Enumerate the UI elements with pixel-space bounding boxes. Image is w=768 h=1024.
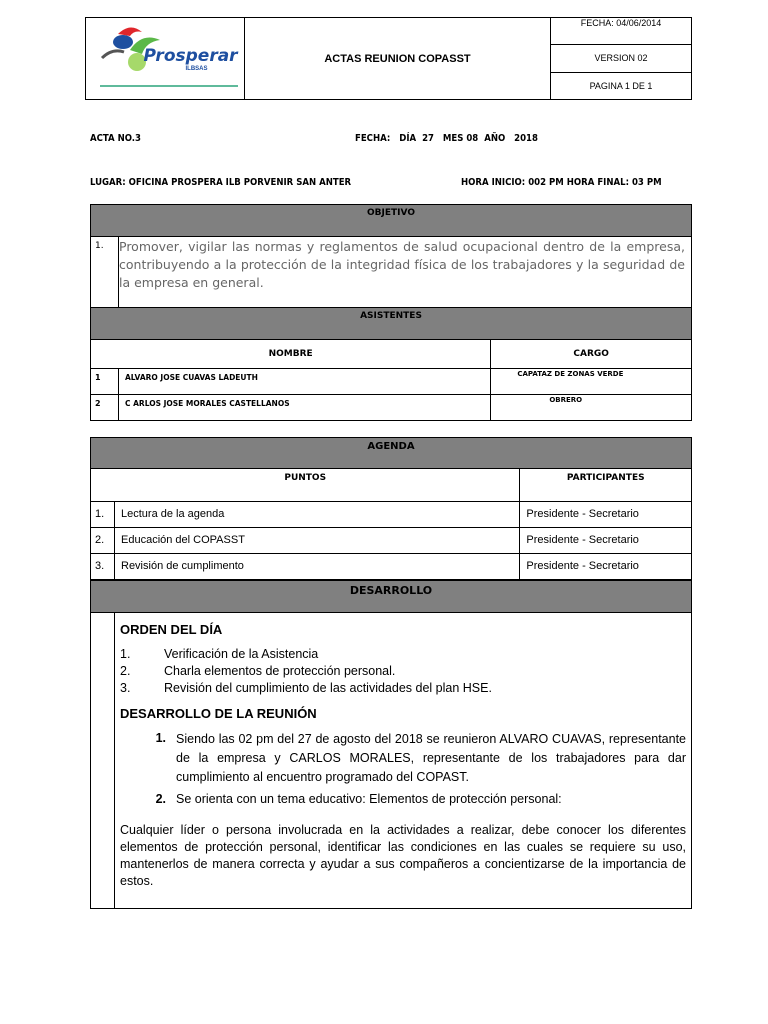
agenda-punto: Lectura de la agenda <box>115 502 520 528</box>
asistente-cargo: CAPATAZ DE ZONAS VERDE <box>491 369 692 395</box>
asistente-num: 1 <box>91 369 119 395</box>
desarrollo-paragraph: Cualquier líder o persona involucrada en la actividades a realizar, debe conocer los diferentes elementos de protección personal, identificar las condiciones en las cuales se requiere su uso, mantenerlos de manera correcta y ayudar a sus compañeros a concientizarse de la importancia de estos. <box>120 823 686 888</box>
agenda-participantes: Presidente - Secretario <box>520 528 692 554</box>
objetivo-text: Promover, vigilar las normas y reglamentos de salud ocupacional dentro de la empresa, contribuyendo a la protección de la integridad física de los trabajadores y la seguridad de la empresa en general. <box>119 237 692 308</box>
acta-date: FECHA: DÍA 27 MES 08 AÑO 2018 <box>355 133 538 144</box>
asistente-nombre: C ARLOS JOSE MORALES CASTELLANOS <box>119 395 491 421</box>
agenda-desarrollo-table <box>90 437 692 909</box>
header-version: VERSION 02 <box>551 45 692 72</box>
logo-cell <box>86 18 245 100</box>
orden-title: ORDEN DEL DÍA <box>120 622 223 637</box>
col-participantes: PARTICIPANTES <box>520 469 692 502</box>
list-item: 2. Charla elementos de protección personal. <box>120 664 396 678</box>
meeting-place: LUGAR: OFICINA PROSPERA ILB PORVENIR SAN ANTER <box>90 177 352 188</box>
asistente-num: 2 <box>91 395 119 421</box>
meeting-time: HORA INICIO: 002 PM HORA FINAL: 03 PM <box>461 177 662 188</box>
document-title: ACTAS REUNION COPASST <box>245 18 551 100</box>
asistentes-heading: ASISTENTES <box>91 308 692 340</box>
agenda-num: 1. <box>91 502 115 528</box>
agenda-punto: Revisión de cumplimento <box>115 554 520 581</box>
desarrollo-body <box>115 613 692 909</box>
logo-text: Prosperar <box>143 45 238 66</box>
agenda-participantes: Presidente - Secretario <box>520 554 692 581</box>
col-puntos: PUNTOS <box>91 469 520 502</box>
objetivo-heading: OBJETIVO <box>91 205 692 237</box>
agenda-participantes: Presidente - Secretario <box>520 502 692 528</box>
acta-number: ACTA NO.3 <box>90 133 141 144</box>
col-cargo: CARGO <box>491 340 692 369</box>
asistente-nombre: ALVARO JOSE CUAVAS LADEUTH <box>119 369 491 395</box>
asistente-cargo: OBRERO <box>491 395 692 421</box>
agenda-num: 3. <box>91 554 115 581</box>
reunion-list <box>120 730 686 808</box>
agenda-num: 2. <box>91 528 115 554</box>
header-date: FECHA: 04/06/2014 <box>551 18 692 45</box>
list-item: 2. Se orienta con un tema educativo: Elementos de protección personal: <box>155 792 562 806</box>
agenda-heading: AGENDA <box>91 438 692 469</box>
list-item: 1. Siendo las 02 pm del 27 de agosto del 2018 se reunieron ALVARO CUAVAS, representante de la empresa y CARLOS MORALES, representante de los trabajadores para dar cumplimiento al encuentro programado del COPAST. <box>155 731 686 784</box>
document-header <box>85 17 692 100</box>
list-item: 1. Verificación de la Asistencia <box>120 647 319 661</box>
header-page: PAGINA 1 DE 1 <box>551 72 692 99</box>
col-nombre: NOMBRE <box>91 340 491 369</box>
logo-subtext: ILBSAS <box>185 65 208 72</box>
list-item: 3. Revisión del cumplimiento de las actividades del plan HSE. <box>120 681 492 695</box>
desarrollo-margin <box>91 613 115 909</box>
objetivo-asistentes-table <box>90 204 692 421</box>
orden-list <box>120 646 686 697</box>
desarrollo-heading: DESARROLLO <box>91 580 692 613</box>
reunion-title: DESARROLLO DE LA REUNIÓN <box>120 706 317 721</box>
objetivo-number: 1. <box>91 237 119 308</box>
agenda-punto: Educación del COPASST <box>115 528 520 554</box>
